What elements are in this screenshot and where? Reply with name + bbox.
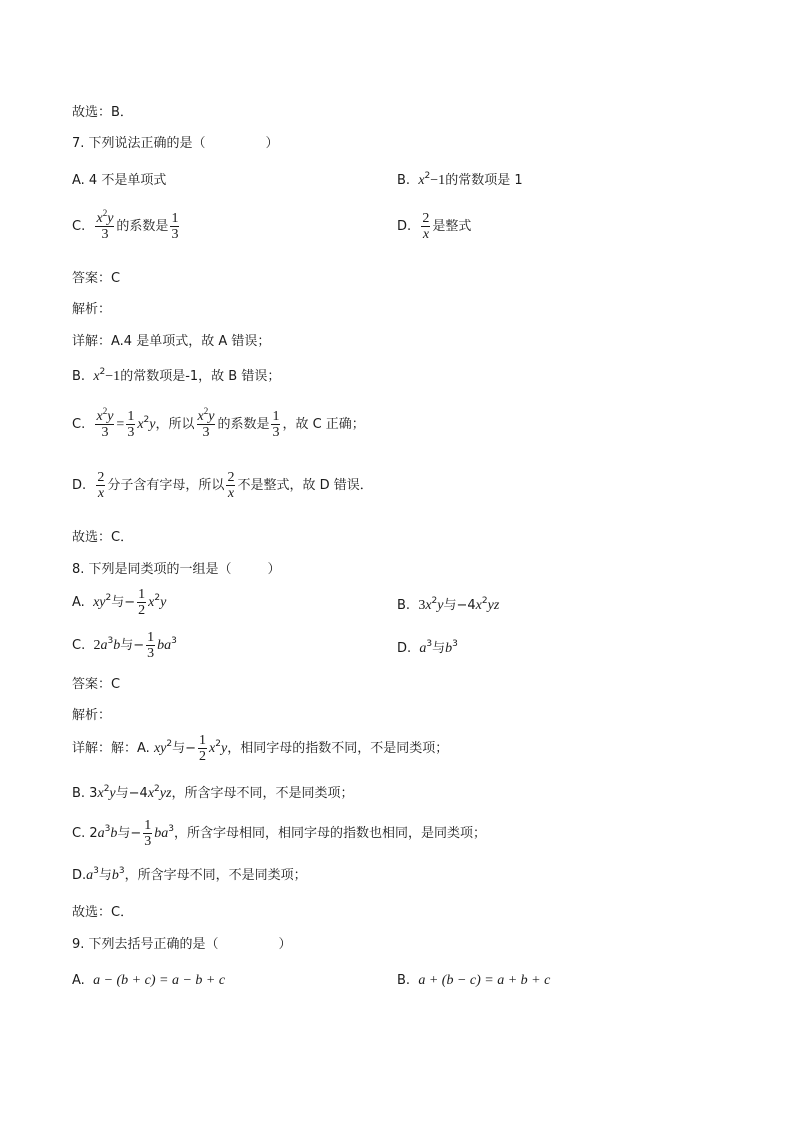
q8-answer: 答案：C [72,677,121,692]
question-8-stem: 8. 下列是同类项的一组是（ ） [72,562,281,577]
q8-option-d: D. $a^3$与$b^3$ [397,639,458,656]
q8-detail-a: 详解：解：A. $xy^2$与− $\frac{1}{2}$ $x^2y$，相同字母的指数不同，不是同类项； [72,733,449,764]
q8-detail-d: $D.a^3$与$b^3$，所含字母不同，不是同类项； [72,866,307,883]
q7-analysis: 解析： [72,302,112,317]
q9-option-b: B. a + (b − c) = a + b + c [397,973,551,988]
q7-option-b: B. $x^2-1$的常数项是 1 [397,171,523,188]
q8-detail-b: B. $3x^2y$与$-4x^2yz$，所含字母不同，不是同类项； [72,784,354,801]
q8-option-b: B. $3x^2y$与$-4x^2yz$ [397,596,500,613]
q7-detail-c: C. $\frac{x^2y}{3}$ = $\frac{1}{3}$ $x^2y$，所以 $\frac{x^2y}{3}$ 的系数是 $\frac{1}{3}$ ，故 C 正确； [72,406,365,440]
q7-option-d: D. $\frac{2}{x}$ 是整式 [397,211,472,242]
q7-detail-b: B. $x^2-1$的常数项是-1，故 B 错误； [72,367,281,384]
q7-detail-a: 详解：A.4 是单项式，故 A 错误； [72,334,271,349]
q7-conclusion: 故选：C． [72,530,134,545]
question-7-stem: 7. 下列说法正确的是（ ） [72,136,279,151]
q7-option-c: C. $\frac{x^2y}{3}$ 的系数是 $\frac{1}{3}$ [72,208,179,242]
q8-detail-c: C. $2a^3b$与− $\frac{1}{3}$ $ba^3$，所含字母相同，相同字母的指数也相同，是同类项； [72,818,487,849]
q8-option-a: A. $xy^2$与− $\frac{1}{2}$ $x^2y$ [72,587,167,618]
q7-option-a: A. 4 不是单项式 [72,173,167,188]
q9-option-a: A. a − (b + c) = a − b + c [72,973,226,988]
q7-detail-d: D. $\frac{2}{x}$ 分子含有字母，所以 $\frac{2}{x}$ 不是整式，故 D 错误． [72,470,373,501]
q8-option-c: C. $2a^3b$与− $\frac{1}{3}$ $ba^3$ [72,630,177,661]
question-9-stem: 9. 下列去括号正确的是（ ） [72,937,292,952]
q8-conclusion: 故选：C． [72,905,134,920]
q7-answer: 答案：C [72,271,121,286]
q8-analysis: 解析： [72,708,112,723]
previous-conclusion: 故选：B． [72,105,133,120]
